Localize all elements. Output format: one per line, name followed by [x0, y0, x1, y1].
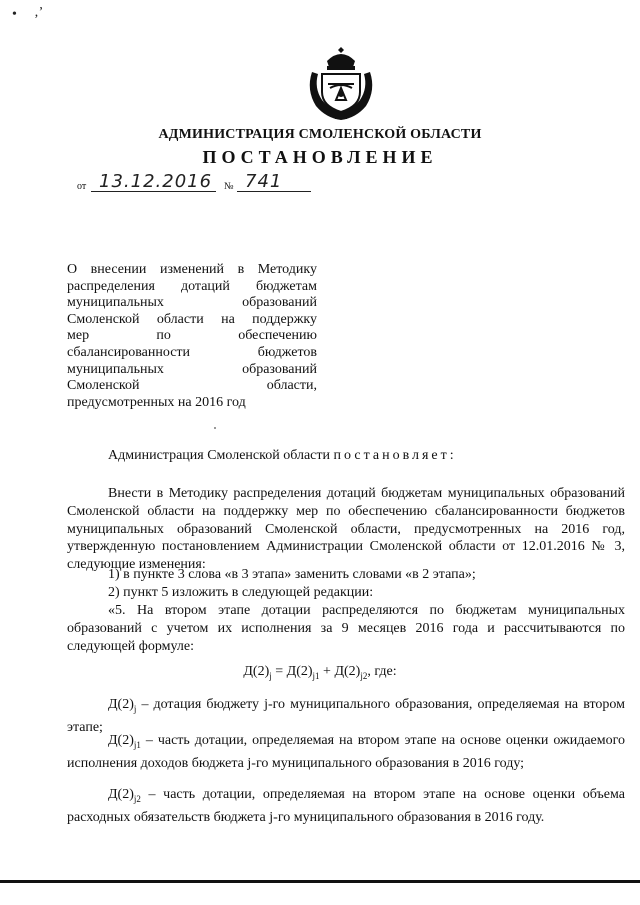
formula-operator: + — [319, 664, 335, 679]
organization-name: АДМИНИСТРАЦИЯ СМОЛЕНСКОЙ ОБЛАСТИ — [158, 127, 482, 142]
subject-line: Смоленской области на поддержку — [67, 311, 317, 327]
subject-line: муниципальных образований — [67, 295, 317, 311]
scan-mark: • — [12, 7, 17, 22]
definition-subscript: j — [133, 703, 137, 714]
clause-5: «5. На втором этапе дотации распределяются по бюджетам муниципальных образований с учетом их исполнения за 9 месяцев 2016 года и рассчитываются по следующей формуле: — [67, 603, 625, 654]
subject-line: предусмотренных на 2016 год — [67, 394, 246, 410]
formula-term: Д(2) — [286, 664, 313, 679]
definition-text: – часть дотации, определяемая на втором этапе на основе оценки объема расходных обязательств бюджета j-го муниципального образования в 2016 году. — [67, 787, 625, 825]
list-item: 2) пункт 5 изложить в следующей редакции: — [108, 585, 374, 600]
document-subject — [67, 262, 317, 411]
formula-subscript: j — [269, 670, 272, 681]
definition-text: – дотация бюджету j-го муниципального образования, определяемая на втором этапе; — [67, 697, 625, 735]
formula-subscript: j1 — [312, 670, 320, 681]
scan-speck — [214, 427, 216, 429]
formula — [0, 664, 640, 681]
date-label: от — [77, 181, 87, 192]
formula-operator: = — [271, 664, 287, 679]
subject-line: распределения дотаций бюджетам — [67, 278, 317, 294]
formula-subscript: j2 — [360, 670, 368, 681]
definition-term: Д(2) — [108, 733, 134, 748]
subject-line: мер по обеспечению — [67, 328, 317, 344]
definition — [67, 786, 625, 826]
preamble-text: Администрация Смоленской области — [108, 448, 331, 463]
page-bottom-rule — [0, 880, 640, 883]
preamble — [108, 447, 457, 465]
definition-subscript: j2 — [133, 793, 141, 804]
document-type: ПОСТАНОВЛЕНИЕ — [202, 147, 438, 167]
subject-line: сбалансированности бюджетов — [67, 344, 317, 360]
definition-subscript: j1 — [133, 739, 141, 750]
subject-line: О внесении изменений в Методику — [67, 262, 317, 277]
intro-paragraph: Внести в Методику распределения дотаций бюджетам муниципальных образований Смоленской области на поддержку мер по обеспечению сбалансированности бюджетов муниципальных образований Смоленской области, предусмотренных на 2016 год, утвержденную постановлением Администрации Смоленской области от 12.01.2016 № 3, следующие изменения: — [67, 486, 625, 573]
number-label: № — [224, 181, 234, 192]
coat-of-arms-icon — [302, 44, 380, 122]
preamble-verb: постановляет: — [333, 448, 457, 463]
scan-mark: ‚ʼ — [34, 5, 44, 20]
formula-tail: , где: — [367, 664, 397, 679]
definition-term: Д(2) — [108, 787, 134, 802]
definition-term: Д(2) — [108, 697, 134, 712]
formula-term: Д(2) — [334, 664, 361, 679]
definition — [67, 696, 625, 736]
list-item: 1) в пункте 3 слова «в 3 этапа» заменить словами «в 2 этапа»; — [108, 567, 476, 582]
definition — [67, 732, 625, 772]
formula-term: Д(2) — [243, 664, 270, 679]
date-number-line — [77, 172, 337, 196]
document-number: 741 — [245, 171, 283, 192]
definition-text: – часть дотации, определяемая на втором этапе на основе оценки ожидаемого исполнения доходов бюджета j-го муниципального образования в 2016 году; — [67, 733, 625, 771]
subject-line: муниципальных образований — [67, 361, 317, 377]
document-date: 13.12.2016 — [99, 171, 213, 192]
subject-line: Смоленской области, — [67, 378, 317, 394]
